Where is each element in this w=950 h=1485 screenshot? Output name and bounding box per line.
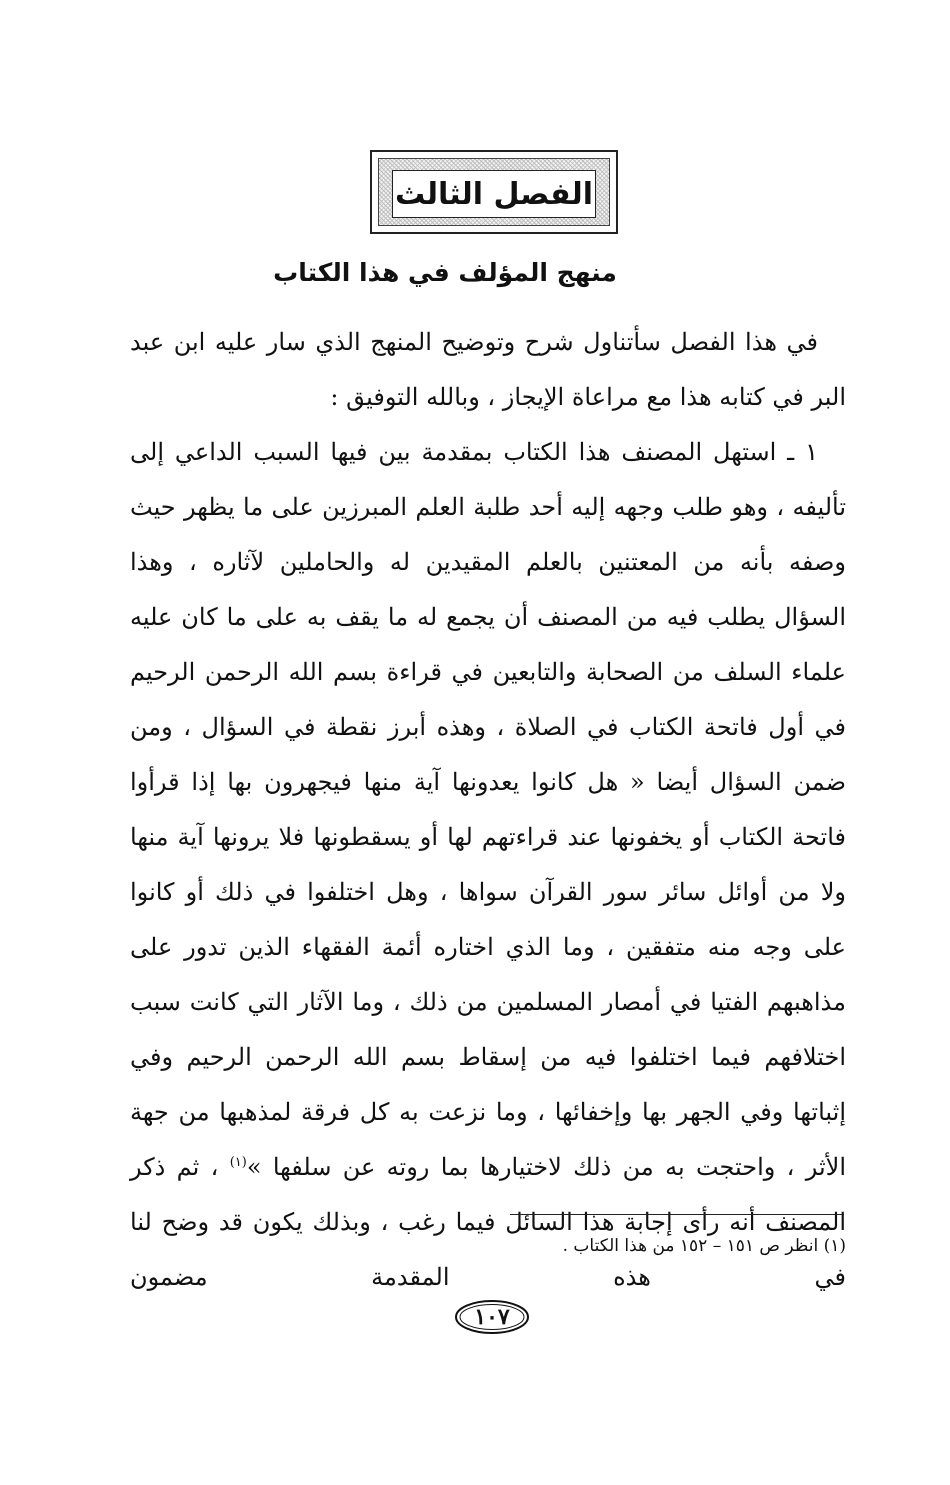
page-number: ١٠٧ <box>474 1304 510 1330</box>
paragraph-1-continuation: ، ثم ذكر المصنف أنه رأى إجابة هذا السائل فيما رغب ، وبذلك يكون قد وضح لنا في هذه المقدمة مضمون <box>130 1153 846 1291</box>
chapter-title-frame <box>370 150 618 234</box>
page-number-badge <box>453 1298 531 1336</box>
paragraph-1-text: ١ ـ استهل المصنف هذا الكتاب بمقدمة بين فيها السبب الداعي إلى تأليفه ، وهو طلب وجهه إليه أحد طلبة العلم المبرزين على ما يظهر حيث وصفه بأنه من المعتنين بالعلم المقيدين له والحاملين لآثاره ، وهذا السؤال يطلب فيه من المصنف أن يجمع له ما يقف به على ما كان عليه علماء السلف من الصحابة والتابعين في قراءة بسم الله الرحمن الرحيم في أول فاتحة الكتاب في الصلاة ، وهذه أبرز نقطة في السؤال ، ومن ضمن السؤال أيضا « هل كانوا يعدونها آية منها فيجهرون بها إذا قرأوا فاتحة الكتاب أو يخفونها عند قراءتهم لها أو يسقطونها فلا يرونها آية منها ولا من أوائل سائر سور القرآن سواها ، وهل اختلفوا في ذلك أو كانوا على وجه منه متفقين ، وما الذي اختاره أئمة الفقهاء الذين تدور على مذاهبهم الفتيا في أمصار المسلمين من ذلك ، وما الآثار التي كانت سبب اختلافهم فيما اختلفوا فيه من إسقاط بسم الله الرحمن الرحيم وفي إثباتها وفي الجهر بها وإخفائها ، وما نزعت به كل فرقة لمذهبها من جهة الأثر ، واحتجت به من ذلك لاختيارها بما روته عن سلفها » <box>130 438 847 1181</box>
chapter-title-box <box>392 170 596 218</box>
footnote-marker: (١) <box>229 1155 247 1170</box>
body-text <box>130 315 846 1305</box>
footnote-divider <box>510 1214 844 1215</box>
intro-paragraph: في هذا الفصل سأتناول شرح وتوضيح المنهج الذي سار عليه ابن عبد البر في كتابه هذا مع مراعاة الإيجاز ، وبالله التوفيق : <box>130 328 846 411</box>
chapter-title: الفصل الثالث <box>394 176 593 212</box>
paragraph-1 <box>130 425 846 1305</box>
section-title: منهج المؤلف في هذا الكتاب <box>273 258 617 287</box>
footnote: (١) انظر ص ١٥١ – ١٥٢ من هذا الكتاب . <box>562 1236 846 1256</box>
